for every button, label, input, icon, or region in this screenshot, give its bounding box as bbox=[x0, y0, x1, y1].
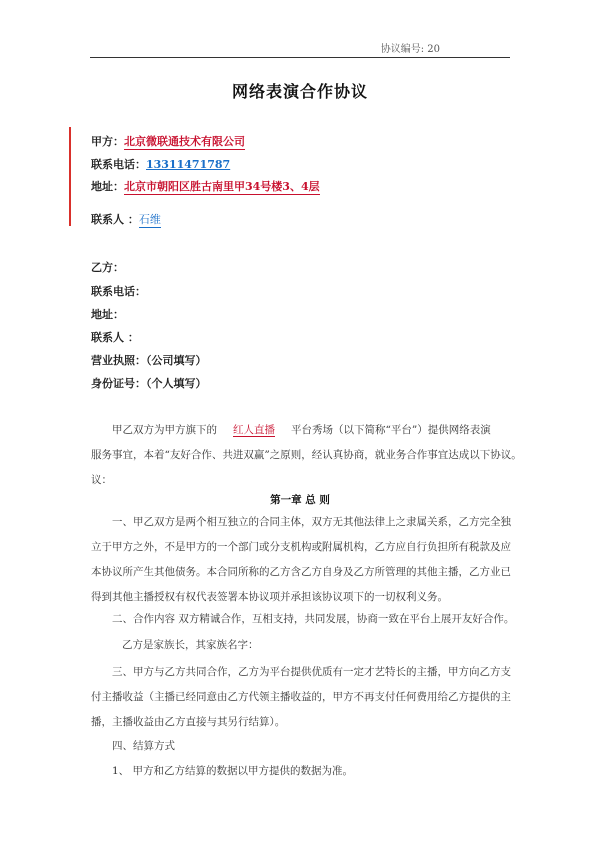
clause-1 bbox=[91, 510, 513, 610]
party-a-address-label: 地址： bbox=[91, 180, 124, 193]
clause-1-line: 一、甲乙双方是两个相互独立的合同主体，双方无其他法律上之隶属关系，乙方完全独 bbox=[112, 516, 511, 528]
clause-1-line: 立于甲方之外，不是甲方的一个部门或分支机构或附属机构，乙方应自行负担所有税款及应 bbox=[91, 541, 511, 553]
party-a-phone-row bbox=[91, 156, 230, 172]
party-b-license-label: 营业执照：（公司填写） bbox=[91, 354, 207, 367]
intro-text-a: 甲乙双方为甲方旗下的 bbox=[112, 424, 217, 436]
clause-4-heading: 四、结算方式 bbox=[112, 740, 175, 752]
clause-3-line: 播，主播收益由乙方直接与其另行结算）。 bbox=[91, 716, 286, 728]
party-a-name-label: 甲方： bbox=[91, 135, 124, 148]
intro-text-b: 平台秀场（以下简称“平台”）提供网络表演 bbox=[291, 424, 491, 436]
clause-2-line: 二、合作内容 双方精诚合作，互相支持，共同发展，协商一致在平台上展开友好合作。 bbox=[112, 613, 515, 625]
party-a-address-row bbox=[91, 178, 320, 194]
platform-name: 红人直播 bbox=[233, 424, 275, 436]
intro-line-2: 服务事宜，本着“友好合作、共进双赢”之原则，经认真协商，就业务合作事宜达成以下协议。 bbox=[91, 449, 522, 461]
party-a-name: 北京微联通技术有限公司 bbox=[124, 135, 245, 148]
clause-4-item-1: 1、 甲方和乙方结算的数据以甲方提供的数据为准。 bbox=[112, 765, 354, 777]
clause-2-sub bbox=[91, 633, 513, 658]
party-a-contact-label: 联系人 bbox=[91, 213, 124, 226]
family-name-label: 乙方是家族长，其家族名字： bbox=[122, 639, 259, 651]
clause-3 bbox=[91, 660, 513, 735]
document-title: 网络表演合作协议 bbox=[231, 82, 368, 101]
clause-2 bbox=[91, 607, 513, 632]
agreement-number: 协议编号: 20 bbox=[380, 44, 440, 55]
intro-line-3: 议： bbox=[91, 474, 112, 486]
party-b-name-label: 乙方： bbox=[91, 261, 124, 274]
party-a-contact-row bbox=[91, 211, 161, 227]
clause-3-line: 三、甲方与乙方共同合作，乙方为平台提供优质有一定才艺特长的主播，甲方向乙方支 bbox=[112, 666, 511, 678]
clause-4 bbox=[91, 734, 513, 784]
party-b-address-label: 地址： bbox=[91, 308, 124, 321]
party-a-address: 北京市朝阳区胜古南里甲34号楼3、4层 bbox=[124, 180, 320, 193]
party-b-contact-label: 联系人 ： bbox=[91, 331, 139, 344]
party-b-id-label: 身份证号：（个人填写） bbox=[91, 377, 207, 390]
margin-marker bbox=[69, 127, 71, 226]
party-a-phone[interactable]: 13311471787 bbox=[146, 158, 231, 171]
clause-1-line: 本协议所产生其他债务。本合同所称的乙方含乙方自身及乙方所管理的其他主播，乙方业已 bbox=[91, 566, 511, 578]
intro-paragraph bbox=[91, 418, 522, 493]
party-b-phone-label: 联系电话： bbox=[91, 285, 146, 298]
clause-3-line: 付主播收益（主播已经同意由乙方代领主播收益的，甲方不再支付任何费用给乙方提供的主 bbox=[91, 691, 511, 703]
intro-line-1 bbox=[91, 418, 513, 443]
party-a-name-row bbox=[91, 133, 245, 149]
party-a-contact: 石维 bbox=[138, 213, 161, 226]
party-a-contact-colon: ： bbox=[127, 213, 139, 226]
chapter-heading: 第一章 总 则 bbox=[270, 494, 330, 506]
clause-1-line: 得到其他主播授权有权代表签署本协议项并承担该协议项下的一切权利义务。 bbox=[91, 591, 448, 603]
header-divider bbox=[90, 57, 510, 58]
party-a-phone-label: 联系电话： bbox=[91, 158, 146, 171]
